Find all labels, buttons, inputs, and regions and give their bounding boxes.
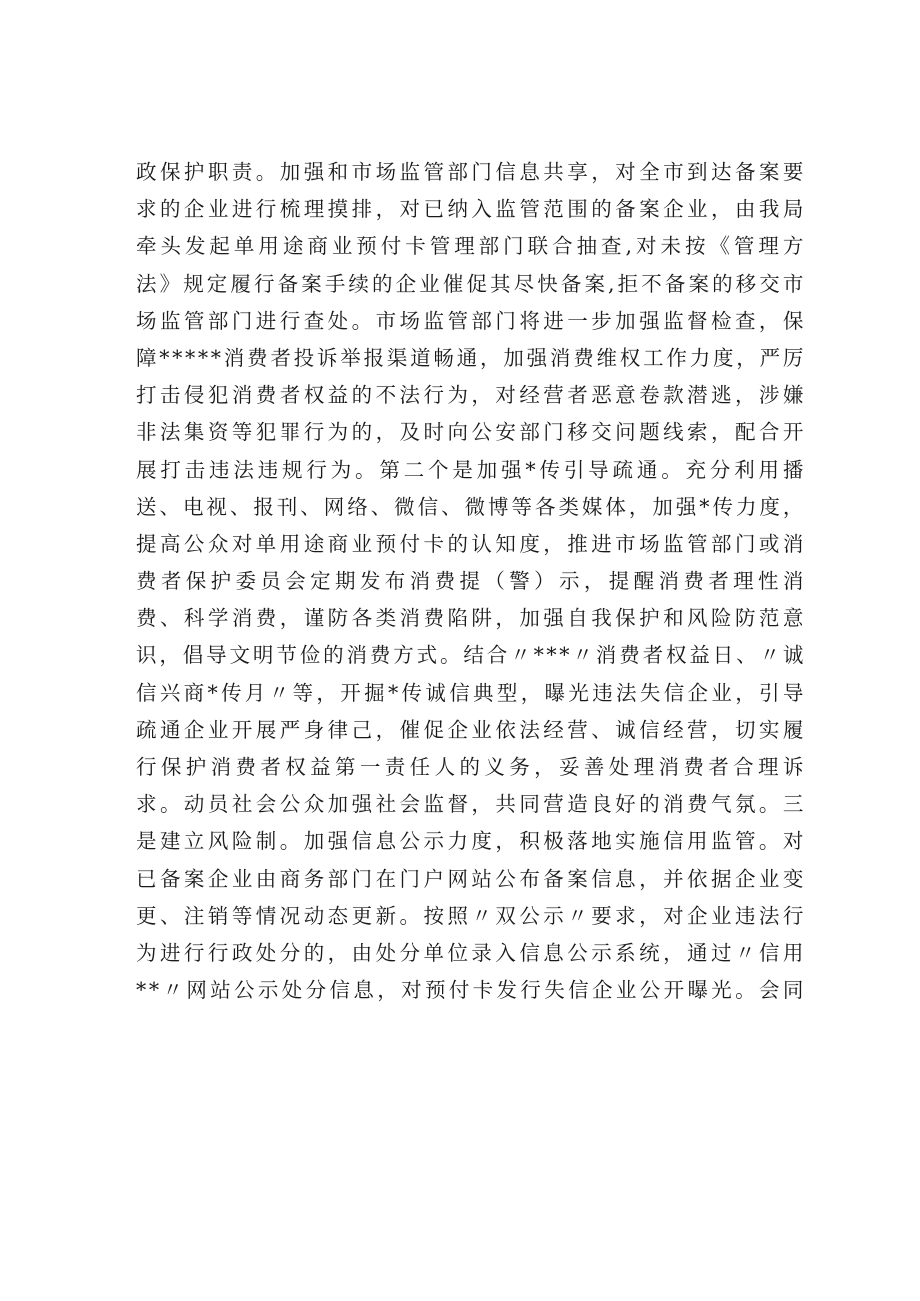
- text-line: 政保护职责。加强和市场监管部门信息共享，对全市到达备案要: [136, 160, 806, 184]
- text-line: **〃网站公示处分信息，对预付卡发行失信企业公开曝光。会同: [136, 978, 806, 1003]
- text-line: 更、注销等情况动态更新。按照〃双公示〃要求，对企业违法行: [136, 903, 806, 928]
- text-line: 求的企业进行梳理摸排，对已纳入监管范围的备案企业，由我局: [136, 197, 806, 222]
- text-line: 识，倡导文明节俭的消费方式。结合〃***〃消费者权益日、〃诚: [136, 643, 806, 668]
- text-line: 费者保护委员会定期发布消费提（警）示，提醒消费者理性消: [136, 569, 806, 594]
- text-line: 场监管部门进行查处。市场监管部门将进一步加强监督检查，保: [136, 308, 806, 333]
- text-line: 展打击违法违规行为。第二个是加强*传引导疏通。充分利用播: [136, 457, 806, 482]
- text-line: 非法集资等犯罪行为的，及时向公安部门移交问题线索，配合开: [136, 420, 806, 445]
- text-line: 为进行行政处分的，由处分单位录入信息公示系统，通过〃信用: [136, 940, 806, 965]
- body-paragraph: [136, 154, 806, 1009]
- text-line: 已备案企业由商务部门在门户网站公布备案信息，并依据企业变: [136, 866, 806, 891]
- text-line: 送、电视、报刊、网络、微信、微博等各类媒体，加强*传力度，: [136, 494, 806, 519]
- text-line: 法》规定履行备案手续的企业催促其尽快备案,拒不备案的移交市: [136, 271, 806, 296]
- text-line: 打击侵犯消费者权益的不法行为，对经营者恶意卷款潜逃，涉嫌: [136, 383, 806, 408]
- text-line: 费、科学消费，谨防各类消费陷阱，加强自我保护和风险防范意: [136, 606, 806, 631]
- text-line: 障*****消费者投诉举报渠道畅通，加强消费维权工作力度，严厉: [136, 345, 806, 370]
- text-line: 信兴商*传月〃等，开掘*传诚信典型，曝光违法失信企业，引导: [136, 680, 806, 705]
- text-line: 疏通企业开展严身律己，催促企业依法经营、诚信经营，切实履: [136, 717, 806, 742]
- text-line: 求。动员社会公众加强社会监督，共同营造良好的消费气氛。三: [136, 792, 806, 817]
- text-line: 牵头发起单用途商业预付卡管理部门联合抽查,对未按《管理方: [136, 234, 806, 259]
- text-line: 提高公众对单用途商业预付卡的认知度，推进市场监管部门或消: [136, 531, 806, 556]
- text-line: 行保护消费者权益第一责任人的义务，妥善处理消费者合理诉: [136, 755, 806, 779]
- text-line: 是建立风险制。加强信息公示力度，积极落地实施信用监管。对: [136, 829, 806, 854]
